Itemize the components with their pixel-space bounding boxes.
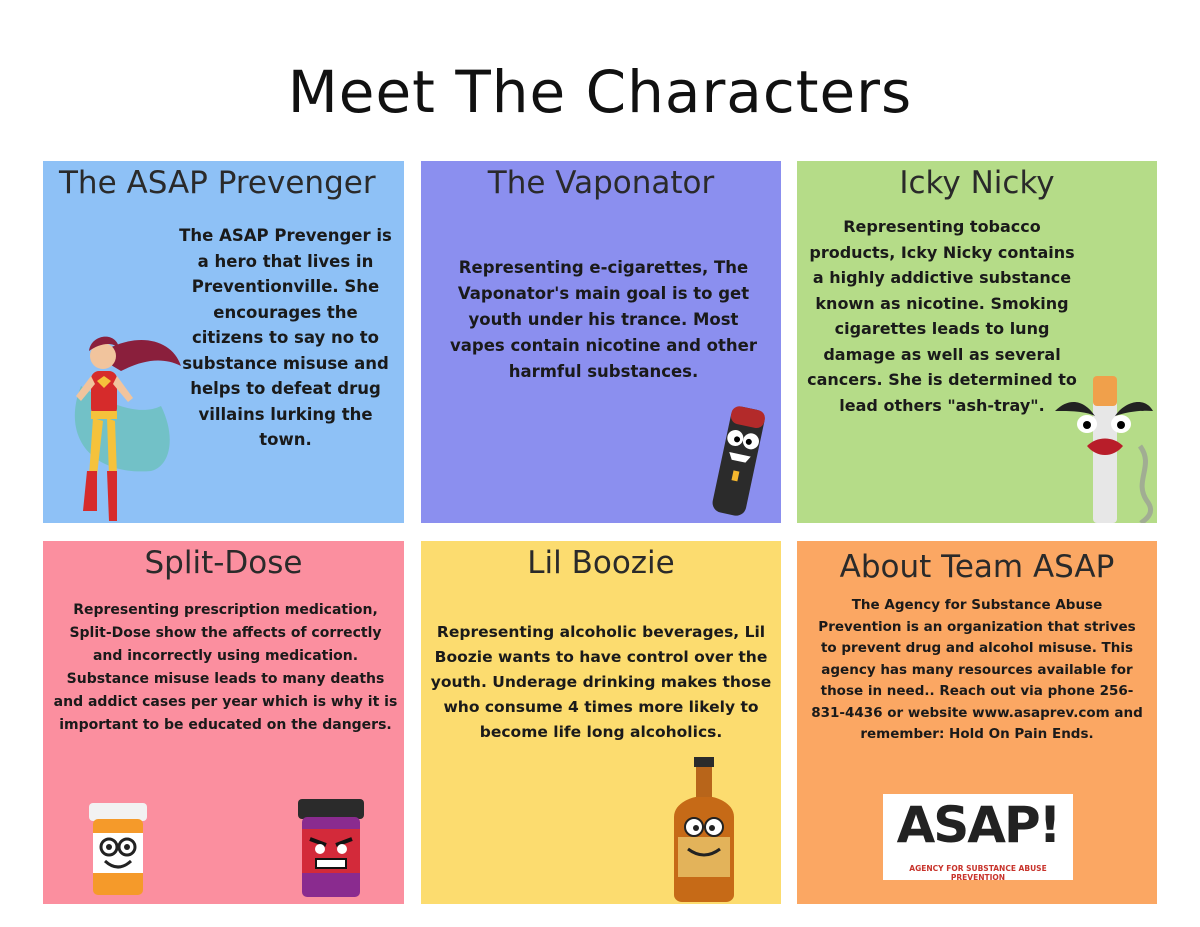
pill-bottle-angry-illustration [296,799,366,899]
card-asap-prevenger [43,161,404,523]
card-body: Representing tobacco products, Icky Nicky contains a highly addictive substance known as nicotine. Smoking cigarettes leads to lung damage as well as several cancers. She is determined to lead others "ash-tray". [807,217,1077,415]
card-title: About Team ASAP [839,549,1115,585]
card-icky-nicky [797,161,1157,523]
card-title: Split-Dose [144,545,303,581]
asap-logo-text: ASAP! [896,796,1060,854]
cigarette-character-illustration [1045,366,1157,523]
page-title: Meet The Characters [287,58,913,126]
pill-bottle-happy-illustration [85,803,151,897]
card-title: The ASAP Prevenger [59,165,376,201]
card-title: Icky Nicky [899,165,1055,201]
card-body: The Agency for Substance Abuse Prevention is an organization that strives to prevent drug and alcohol misuse. This agency has many resources available for those in need.. Reach out via phone 256-831-4436 or website www.asaprev.com and remember: Hold On Pain Ends. [811,597,1143,742]
card-vaponator [421,161,781,523]
vape-character-illustration [706,399,771,519]
card-body: Representing e-cigarettes, The Vaponator's main goal is to get youth under his trance. Most vapes contain nicotine and other harmful substances. [450,258,757,381]
card-about-team-asap [797,541,1157,904]
card-body: Representing prescription medication, Split-Dose show the affects of correctly and incorrectly using medication. Substance misuse leads to many deaths and addict cases per year which is why it is important to be educated on the dangers. [53,602,398,733]
card-body: Representing alcoholic beverages, Lil Boozie wants to have control over the youth. Underage drinking makes those who consume 4 times more likely to become life long alcoholics. [430,623,772,741]
card-title: The Vaponator [487,165,715,201]
card-lil-boozie [421,541,781,904]
liquor-bottle-illustration [664,757,744,902]
card-title: Lil Boozie [527,545,675,581]
superhero-illustration [51,326,186,523]
card-body: The ASAP Prevenger is a hero that lives in Preventionville. She encourages the citizens to say no to substance misuse and helps to defeat drug villains lurking the town. [179,226,392,449]
asap-logo [883,794,1073,880]
card-split-dose [43,541,404,904]
asap-logo-tagline: AGENCY FOR SUBSTANCE ABUSE PREVENTION [909,864,1047,882]
